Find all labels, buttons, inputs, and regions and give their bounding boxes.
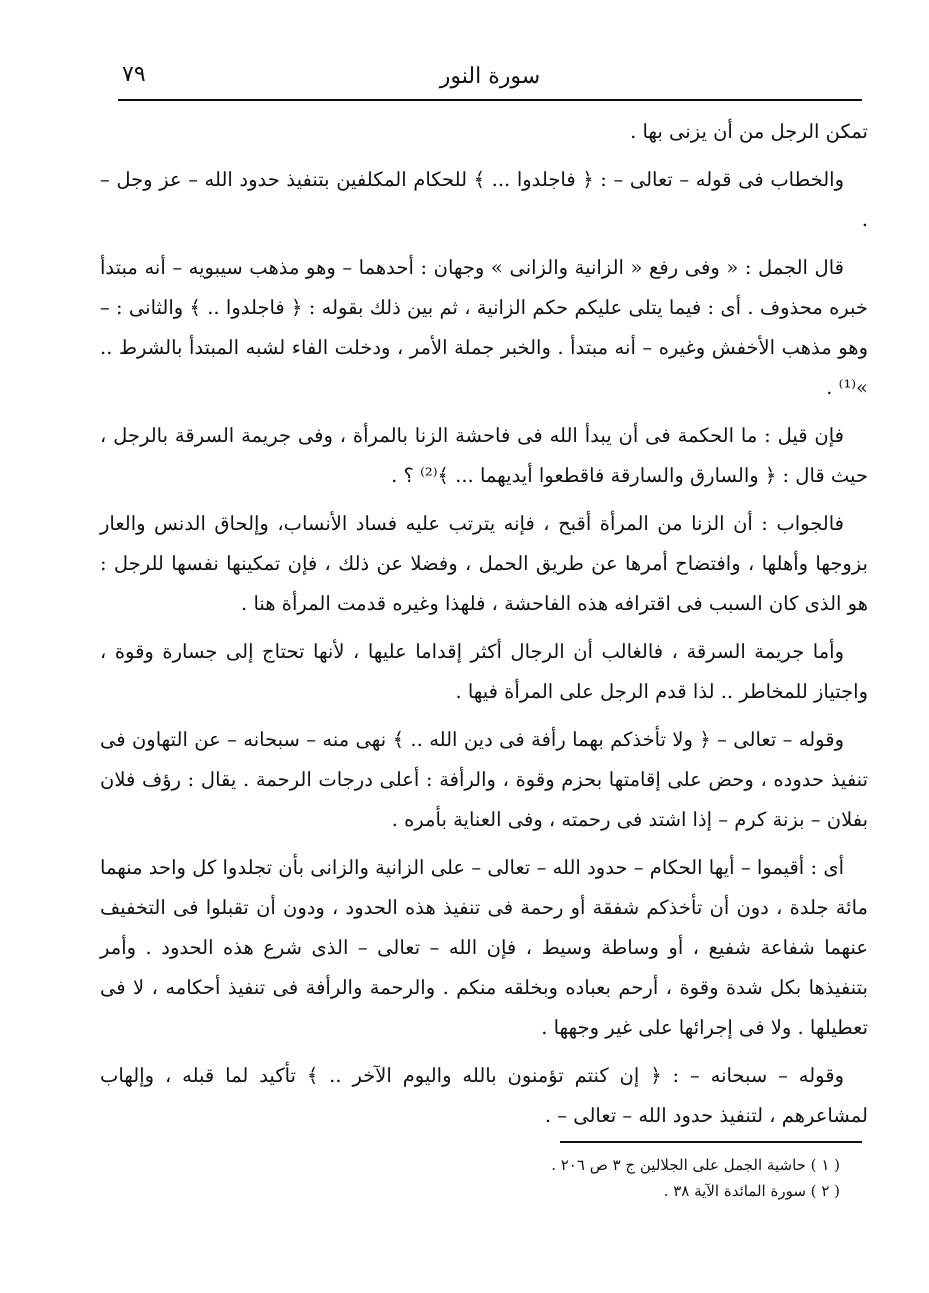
running-title: سورة النور: [439, 64, 541, 89]
paragraph: أى : أقيموا – أيها الحكام – حدود الله – تعالى – على الزانية والزانى بأن تجلدوا كل واحد منهما مائة جلدة ، دون أن تأخذكم شفقة أو رحمة فى تنفيذ هذه الحدود ، ودون أن تقبلوا فى التخفيف عنهما شفاعة شفيع ، أو وساطة وسيط ، فإن الله – تعالى – الذى شرع هذه الحدود . وأمر بتنفيذها بكل شدة وقوة ، أرحم بعباده وبخلقه منكم . والرحمة والرأفة فى تنفيذ أحكامه ، لا فى تعطيلها . ولا فى إجرائها على غير وجهها .: [100, 856, 868, 1039]
footnote: ( ٢ ) سورة المائدة الآية ٣٨ .: [663, 1182, 840, 1200]
body-text: [100, 112, 868, 1144]
paragraph: والخطاب فى قوله – تعالى – : ﴿ فاجلدوا ... ﴾ للحكام المكلفين بتنفيذ حدود الله – عز وجل – .: [100, 168, 868, 231]
paragraph: قال الجمل : « وفى رفع « الزانية والزانى » وجهان : أحدهما – وهو مذهب سيبويه – أنه مبتدأ خبره محذوف . أى : فيما يتلى عليكم حكم الزانية ، ثم بين ذلك بقوله : ﴿ فاجلدوا .. ﴾ والثانى : – وهو مذهب الأخفش وغيره – أنه مبتدأ . والخبر جملة الأمر ، ودخلت الفاء لشبه المبتدأ بالشرط .. »⁽¹⁾ .: [100, 256, 868, 399]
paragraph: وقوله – سبحانه – : ﴿ إن كنتم تؤمنون بالله واليوم الآخر .. ﴾ تأكيد لما قبله ، وإلهاب لمشاعرهم ، لتنفيذ حدود الله – تعالى – .: [100, 1064, 868, 1127]
header-rule: [118, 99, 862, 101]
footnotes: [400, 1152, 840, 1204]
page-number: ٧٩: [122, 62, 146, 87]
footnote-rule: [560, 1141, 862, 1143]
paragraph: فالجواب : أن الزنا من المرأة أقبح ، فإنه يترتب عليه فساد الأنساب، وإلحاق الدنس والعار بزوجها وأهلها ، وافتضاح أمرها عن طريق الحمل ، وفضلا عن ذلك ، فإن تمكينها نفسها للرجل : هو الذى كان السبب فى اقترافه هذه الفاحشة ، فلهذا وغيره قدمت المرأة هنا .: [100, 512, 868, 615]
paragraph: تمكن الرجل من أن يزنى بها .: [630, 120, 868, 143]
page-header: [118, 58, 862, 98]
paragraph: فإن قيل : ما الحكمة فى أن يبدأ الله فى فاحشة الزنا بالمرأة ، وفى جريمة السرقة بالرجل ، حيث قال : ﴿ والسارق والسارقة فاقطعوا أيديهما ... ﴾⁽²⁾ ؟ .: [100, 424, 868, 487]
footnote: ( ١ ) حاشية الجمل على الجلالين ج ٣ ص ٢٠٦ .: [551, 1156, 840, 1174]
paragraph: وأما جريمة السرقة ، فالغالب أن الرجال أكثر إقداما عليها ، لأنها تحتاج إلى جسارة وقوة ، واجتياز للمخاطر .. لذا قدم الرجل على المرأة فيها .: [100, 640, 868, 703]
paragraph: وقوله – تعالى – ﴿ ولا تأخذكم بهما رأفة فى دين الله .. ﴾ نهى منه – سبحانه – عن التهاون فى تنفيذ حدوده ، وحض على إقامتها بحزم وقوة ، والرأفة : أعلى درجات الرحمة . يقال : رؤف فلان بفلان – بزنة كرم – إذا اشتد فى رحمته ، وفى العناية بأمره .: [100, 728, 868, 831]
